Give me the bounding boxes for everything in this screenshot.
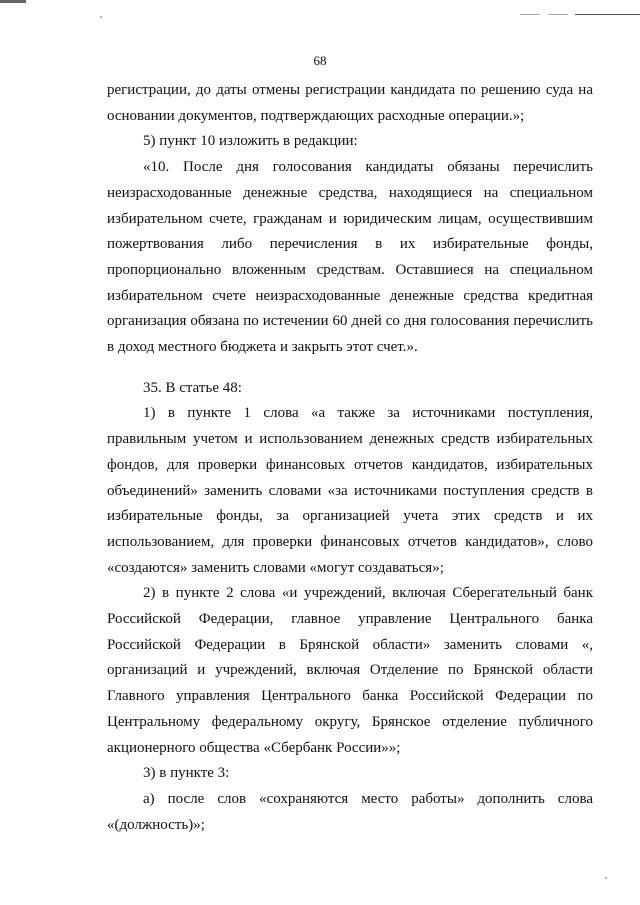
paragraph-gap xyxy=(107,361,593,376)
scan-speck xyxy=(605,877,607,879)
paragraph: 3) в пункте 3: xyxy=(143,765,230,782)
paragraph: регистрации, до даты отмены регистрации кандидата по решению суда на основании документов, подтверждающих расходные операции.»; xyxy=(107,82,593,124)
scan-top-dashes-2 xyxy=(548,14,568,15)
document-body xyxy=(107,78,593,838)
paragraph: 1) в пункте 1 слова «а также за источниками поступления, правильным учетом и использованием денежных средств избирательных фондов, для проверки финансовых отчетов кандидатов, избирательных объединений» заменить словами «за источниками поступления средств в избирательные фонды, за организацией учета этих средств и их использованием, для проверки финансовых отчетов кандидатов», слово «создаются» заменить словами «могут создаваться»; xyxy=(107,405,593,576)
page-number: 68 xyxy=(313,53,327,68)
paragraph: 5) пункт 10 изложить в редакции: xyxy=(143,133,358,150)
scan-top-rule xyxy=(575,14,640,15)
paragraph: 2) в пункте 2 слова «и учреждений, включая Сберегательный банк Российской Федерации, главное управление Центрального банка Российской Федерации в Брянской области» заменить словами «, организаций и учреждений, включая Отделение по Брянской области Главного управления Центрального банка Российской Федерации по Центральному федеральному округу, Брянское отделение публичного акционерного общества «Сбербанк России»»; xyxy=(107,585,593,756)
scan-top-dashes xyxy=(520,14,540,15)
scan-speck xyxy=(100,16,102,18)
paragraph: 35. В статье 48: xyxy=(143,379,242,396)
scan-corner-mark xyxy=(0,0,26,3)
paragraph: а) после слов «сохраняются место работы» дополнить слова «(должность)»; xyxy=(107,790,593,833)
paragraph: «10. После дня голосования кандидаты обязаны перечислить неизрасходованные денежные средства, находящиеся на специальном избирательном счете, гражданам и юридическим лицам, осуществившим пожертвования либо перечисления в их избирательные фонды, пропорционально вложенным средствам. Оставшиеся на специальном избирательном счете неизрасходованные денежные средства кредитная организация обязана по истечении 60 дней со дня голосования перечислить в доход местного бюджета и закрыть этот счет.». xyxy=(107,159,593,356)
